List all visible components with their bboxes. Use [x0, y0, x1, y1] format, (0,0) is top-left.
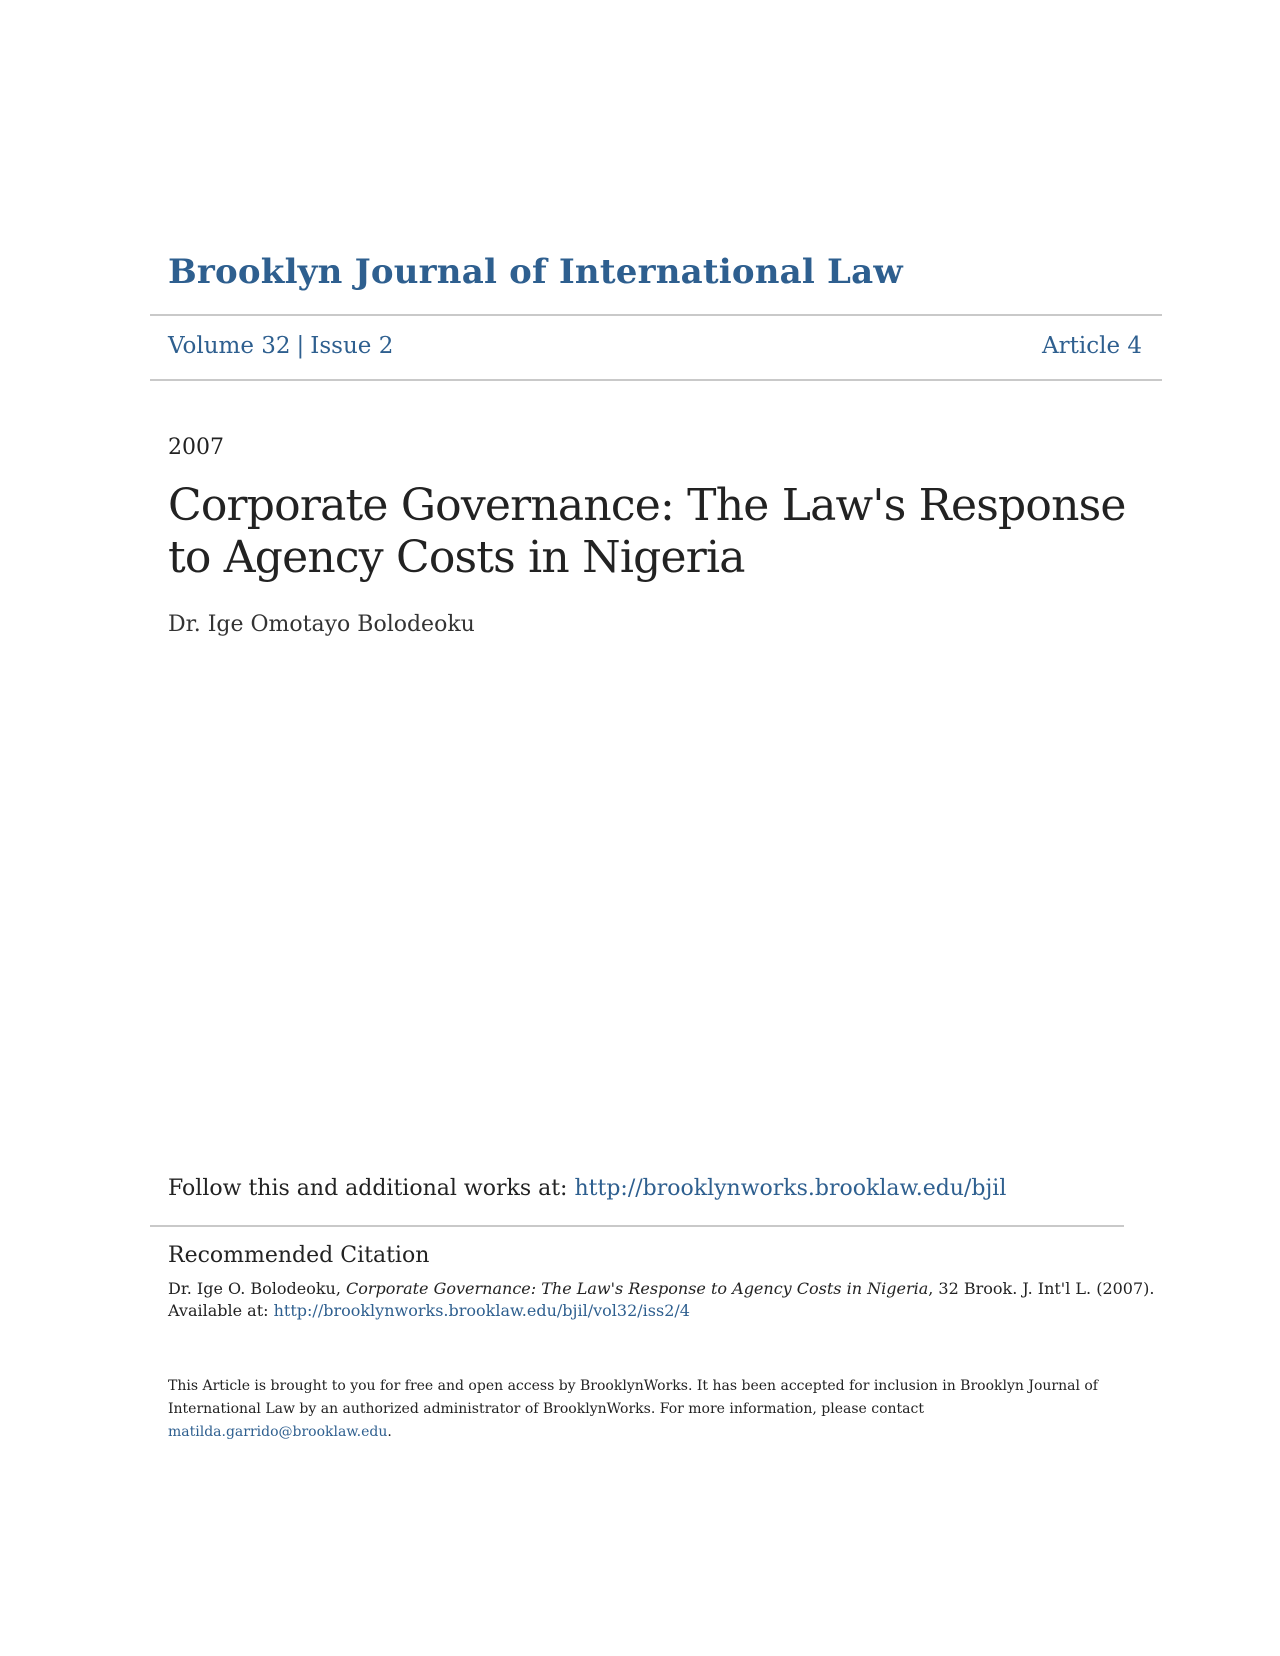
- contact-email-link[interactable]: matilda.garrido@brooklaw.edu: [168, 1424, 388, 1440]
- volume-link[interactable]: Volume 32: [168, 333, 291, 359]
- available-label: Available at:: [168, 1301, 269, 1320]
- footer-divider: [150, 1225, 1124, 1227]
- article-title: Corporate Governance: The Law's Response to Agency Costs in Nigeria: [168, 480, 1126, 583]
- header-bottom-divider: [150, 379, 1162, 381]
- article-number-link[interactable]: Article 4: [1042, 333, 1142, 359]
- follow-label: Follow this and additional works at:: [168, 1176, 568, 1201]
- issue-link[interactable]: Issue 2: [310, 333, 394, 359]
- author-name: Dr. Ige Omotayo Bolodeoku: [168, 612, 475, 637]
- citation-author: Dr. Ige O. Bolodeoku,: [168, 1279, 341, 1298]
- access-notice: [168, 1375, 1128, 1444]
- citation-title: Corporate Governance: The Law's Response to Agency Costs in Nigeria: [346, 1279, 929, 1298]
- publication-year: 2007: [168, 435, 224, 460]
- follow-line: [168, 1176, 1006, 1201]
- journal-title[interactable]: Brooklyn Journal of International Law: [168, 252, 903, 292]
- recommended-citation-heading: Recommended Citation: [168, 1243, 430, 1268]
- citation-line: [168, 1278, 1155, 1300]
- volume-issue-breadcrumb: [168, 333, 393, 359]
- citation-suffix: , 32 Brook. J. Int'l L. (2007).: [928, 1279, 1155, 1298]
- breadcrumb-separator: |: [296, 333, 305, 359]
- available-line: [168, 1300, 1155, 1322]
- available-url-link[interactable]: http://brooklynworks.brooklaw.edu/bjil/vol32/iss2/4: [273, 1301, 690, 1320]
- follow-url-link[interactable]: http://brooklynworks.brooklaw.edu/bjil: [574, 1176, 1007, 1201]
- citation-block: [168, 1278, 1155, 1322]
- notice-end: .: [387, 1424, 392, 1440]
- header-top-divider: [150, 314, 1162, 316]
- notice-text: This Article is brought to you for free and open access by BrooklynWorks. It has been accepted for inclusion in Brooklyn Journal of International Law by an authorized administrator of BrooklynWorks. For more information, please contact: [168, 1378, 1098, 1417]
